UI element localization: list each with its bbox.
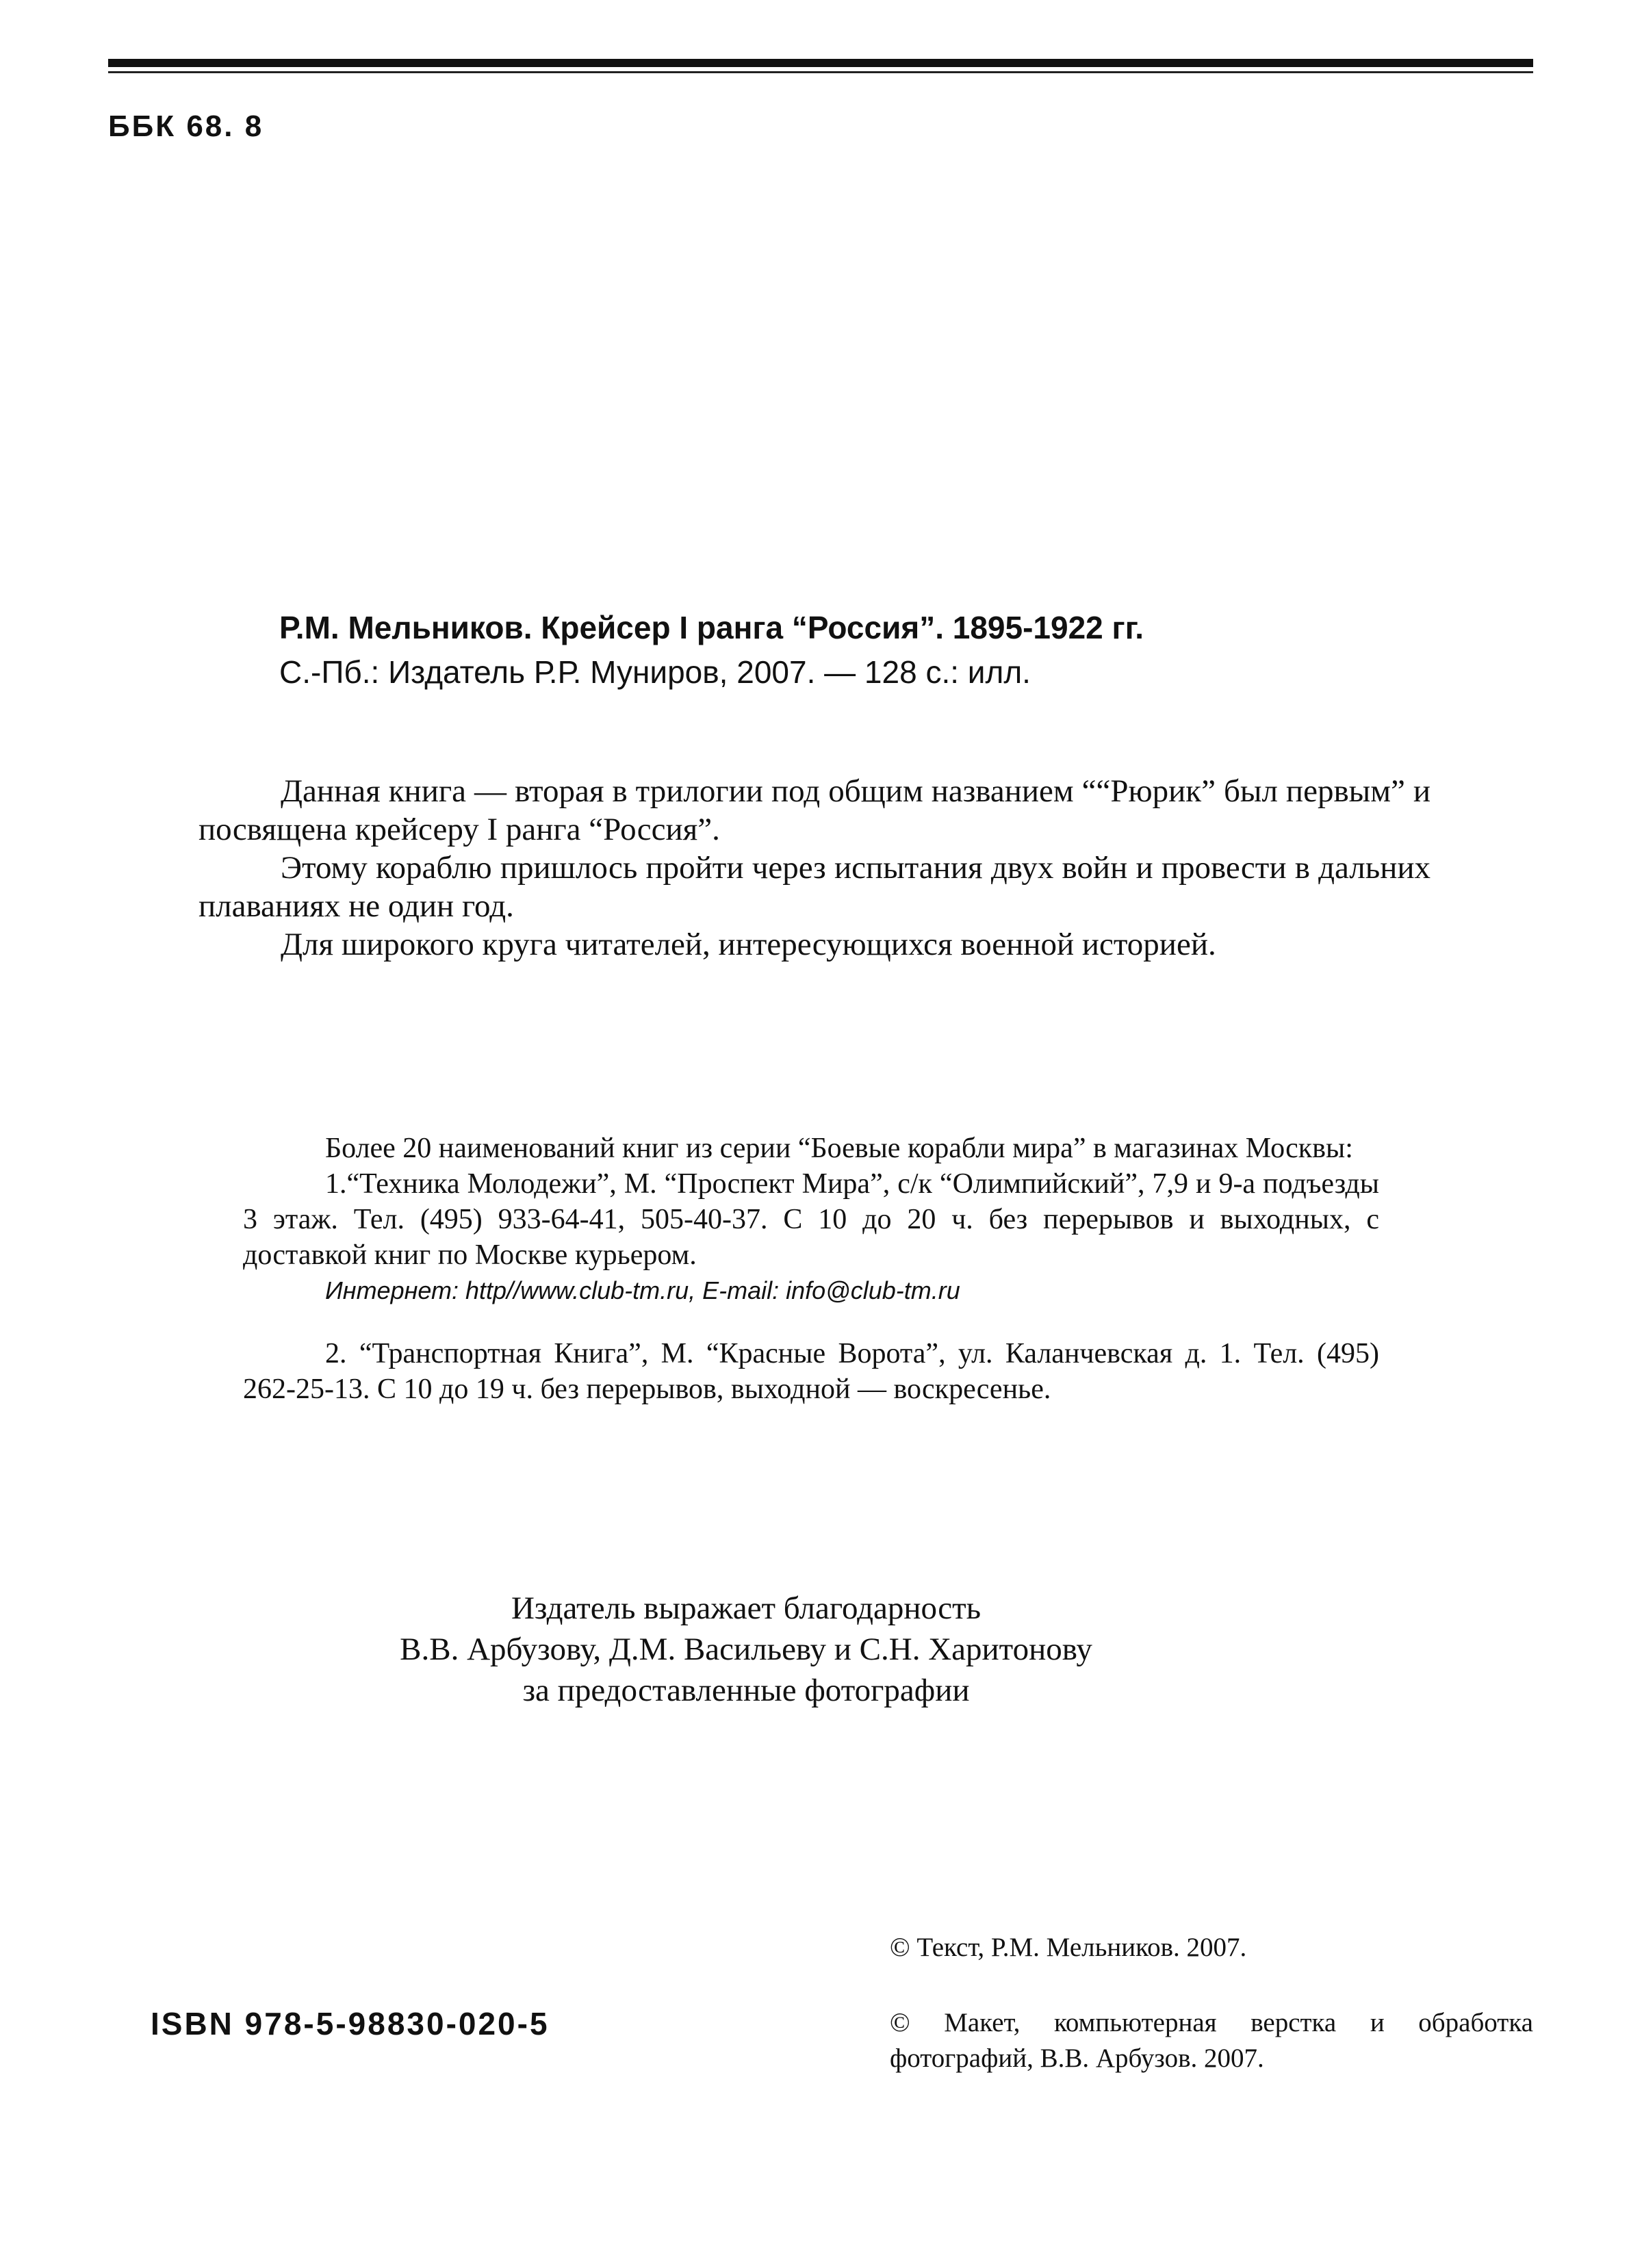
top-rule-thin — [108, 71, 1533, 73]
annotation-paragraph: Данная книга — вторая в трилогии под общим названием ““Рюрик” был первым” и посвящена крейсеру I ранга “Россия”. — [198, 773, 1431, 847]
ack-line-1: Издатель выражает благодарность — [511, 1590, 982, 1626]
annotation-paragraph: Этому кораблю пришлось пройти через испытания двух войн и провести в дальних плаваниях не один год. — [198, 850, 1431, 924]
stores-block — [243, 1131, 1379, 1407]
top-rule-thick — [108, 59, 1533, 67]
imprint-line: С.-Пб.: Издатель Р.Р. Муниров, 2007. — 128 с.: илл. — [279, 654, 1031, 690]
copyright-layout: © Макет, компьютерная верстка и обработка фотографий, В.В. Арбузов. 2007. — [890, 2008, 1533, 2073]
ack-line-2: В.В. Арбузову, Д.М. Васильеву и С.Н. Харитонову — [400, 1632, 1092, 1667]
book-title-line: Р.М. Мельников. Крейсер I ранга “Россия”. 1895-1922 гг. — [279, 610, 1144, 645]
isbn: ISBN 978-5-98830-020-5 — [151, 2006, 550, 2041]
ack-line-3: за предоставленные фотографии — [522, 1673, 970, 1708]
store-1: 1.“Техника Молодежи”, М. “Проспект Мира”, с/к “Олимпийский”, 7,9 и 9-а подъезды 3 этаж. Тел. (495) 933-64-41, 505-40-37. С 10 до 20 ч. без перерывов и выходных, с доставкой книг по Москве курьером. — [243, 1168, 1379, 1271]
acknowledgement — [274, 1588, 1218, 1711]
copyright-text: © Текст, Р.М. Мельников. 2007. — [890, 1933, 1247, 1962]
bbk-code: ББК 68. 8 — [108, 109, 264, 143]
store-2: 2. “Транспортная Книга”, М. “Красные Ворота”, ул. Каланчевская д. 1. Тел. (495) 262-25-13. С 10 до 19 ч. без перерывов, выходной — воскресенье. — [243, 1338, 1379, 1405]
annotation-paragraph: Для широкого круга читателей, интересующихся военной историей. — [281, 927, 1216, 962]
stores-intro: Более 20 наименований книг из серии “Боевые корабли мира” в магазинах Москвы: — [325, 1133, 1353, 1164]
internet-contacts: Интернет: http//www.club-tm.ru, E-mail: info@club-tm.ru — [325, 1276, 960, 1304]
annotation — [198, 772, 1431, 964]
